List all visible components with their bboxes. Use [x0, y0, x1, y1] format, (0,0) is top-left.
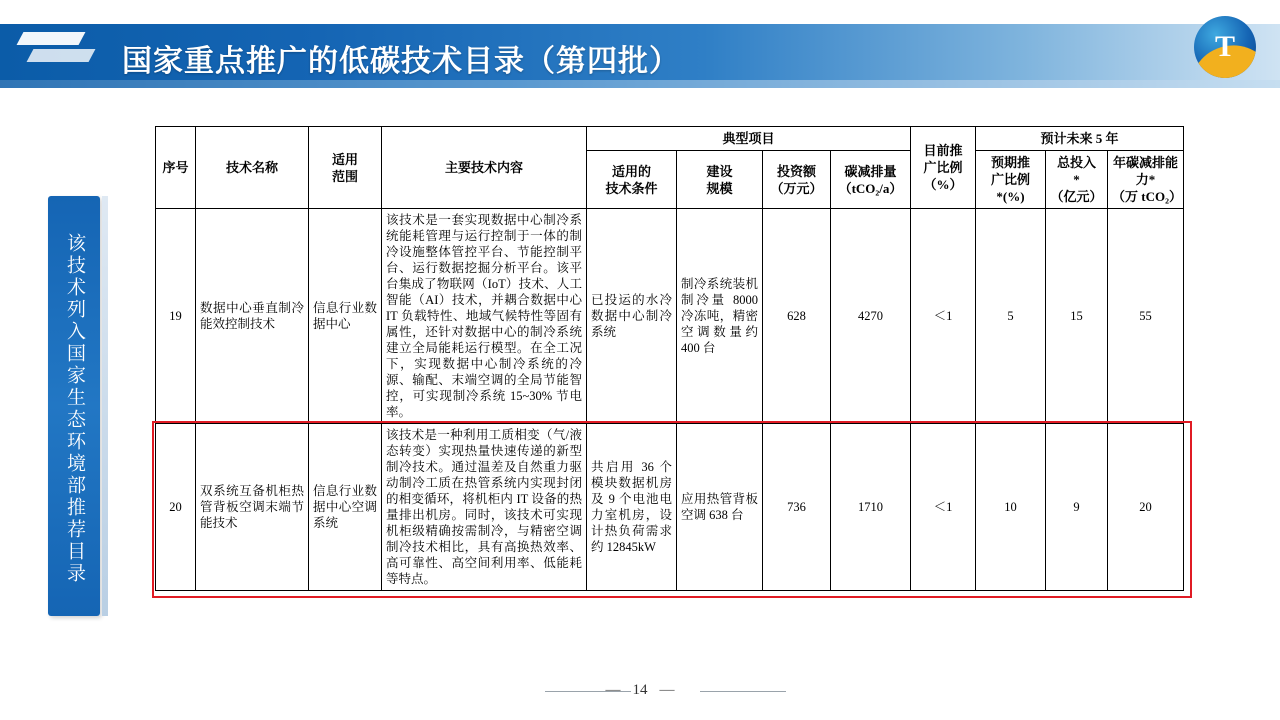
header-main-content: 主要技术内容	[382, 127, 587, 209]
cell-index: 19	[156, 209, 196, 424]
header-condition-line1: 适用的	[611, 163, 651, 179]
header-annual-capacity-line3: （万 tCO₂）	[1112, 189, 1182, 204]
cell-scope: 信息行业数据中心空调系统	[309, 424, 382, 591]
header-annual-capacity-line1: 年碳减排能	[1113, 155, 1179, 170]
cell-scale: 制冷系统装机制冷量 8000 冷冻吨，精密空调数量约 400 台	[677, 209, 763, 424]
cell-scope: 信息行业数据中心	[309, 209, 382, 424]
cell-investment: 736	[763, 424, 831, 591]
header-expected-ratio-line1: 预期推	[991, 155, 1031, 170]
header-current-ratio-line3: （%）	[923, 177, 963, 192]
header-scope-line1: 适用	[331, 151, 358, 167]
header-total-investment-line2: *	[1073, 172, 1080, 187]
header-annual-capacity	[1108, 151, 1184, 209]
organization-logo-icon	[1194, 16, 1256, 78]
header-current-ratio-line2: 广比例	[923, 160, 963, 175]
cell-main-content: 该技术是一种利用工质相变（气/液态转变）实现热量快速传递的新型制冷技术。通过温差及自然重力驱动制冷工质在热管系统内实现封闭的相变循环，将机柜内 IT 设备的热量排出机房。同时，该技术可实现机柜级精确按需制冷，与精密空调制冷技术相比，具有高换热效率、高可靠性、高空间利用率、低能耗等特点。	[382, 424, 587, 591]
cell-current-ratio: ＜1	[911, 209, 976, 424]
header-total-investment-line1: 总投入	[1057, 155, 1097, 170]
cell-total-investment: 15	[1046, 209, 1108, 424]
logo-letter: T	[1214, 30, 1235, 63]
header-investment-line1: 投资额	[776, 163, 816, 179]
header-investment	[763, 151, 831, 209]
header-scale-line1: 建设	[706, 163, 733, 179]
side-tab-label: 该技术列入国家生态环境部推荐目录	[64, 233, 85, 585]
header-total-investment-line3: （亿元）	[1050, 189, 1103, 204]
side-tab-banner	[48, 196, 100, 616]
header-total-investment	[1046, 151, 1108, 209]
page-number: 14	[632, 682, 648, 698]
header-tech-name: 技术名称	[196, 127, 309, 209]
side-tab-edge	[102, 196, 108, 616]
page-footer	[0, 682, 1280, 699]
cell-tech-name: 双系统互备机柜热管背板空调末端节能技术	[196, 424, 309, 591]
cell-condition: 共启用 36 个模块数据机房及 9 个电池电力室机房，设计热负荷需求约 12845kW	[587, 424, 677, 591]
header-annual-capacity-line2: 力*	[1135, 172, 1156, 187]
cell-expected-ratio: 5	[976, 209, 1046, 424]
table-header-row-1	[156, 127, 1184, 151]
header-current-ratio-line1: 目前推	[923, 143, 963, 158]
cell-index: 20	[156, 424, 196, 591]
footer-dash-right: —	[659, 682, 675, 698]
header-group-typical-project: 典型项目	[587, 127, 911, 151]
cell-condition: 已投运的水冷数据中心制冷系统	[587, 209, 677, 424]
cell-investment: 628	[763, 209, 831, 424]
table-row	[156, 209, 1184, 424]
cell-tech-name: 数据中心垂直制冷能效控制技术	[196, 209, 309, 424]
page-title: 国家重点推广的低碳技术目录（第四批）	[122, 45, 680, 78]
header-index	[156, 127, 196, 209]
technology-catalog-table	[155, 126, 1183, 591]
header-chevron-icon	[20, 30, 98, 76]
header-condition	[587, 151, 677, 209]
table-row	[156, 424, 1184, 591]
cell-carbon-reduction: 4270	[831, 209, 911, 424]
footer-dash-left: —	[605, 682, 621, 698]
header-scope-line2: 范围	[331, 168, 358, 184]
header-scope	[309, 127, 382, 209]
cell-annual-capacity: 20	[1108, 424, 1184, 591]
cell-carbon-reduction: 1710	[831, 424, 911, 591]
header-condition-line2: 技术条件	[605, 180, 658, 196]
header-carbon-reduction	[831, 151, 911, 209]
header-group-future-5y: 预计未来 5 年	[976, 127, 1184, 151]
cell-current-ratio: ＜1	[911, 424, 976, 591]
header-carbon-line1: 碳减排量	[844, 163, 897, 179]
cell-annual-capacity: 55	[1108, 209, 1184, 424]
header-expected-ratio	[976, 151, 1046, 209]
cell-main-content: 该技术是一套实现数据中心制冷系统能耗管理与运行控制于一体的制冷设施整体管控平台、节能控制平台、运行数据挖掘分析平台。该平台集成了物联网（IoT）技术、人工智能（AI）技术，并耦合数据中心 IT 负载特性、地域气候特性等固有属性，还针对数据中心的制冷系统建立全局能耗运行模型。在全工况下，实现数据中心制冷系统的冷源、输配、末端空调的全局节能智控，可实现制冷系统 15~30% 节电率。	[382, 209, 587, 424]
header-expected-ratio-line3: *(%)	[996, 189, 1025, 204]
header-band-underline	[0, 80, 1280, 88]
header-scale	[677, 151, 763, 209]
header-investment-line2: （万元）	[770, 180, 823, 196]
header-expected-ratio-line2: 广比例	[991, 172, 1031, 187]
cell-expected-ratio: 10	[976, 424, 1046, 591]
header-scale-line2: 规模	[706, 180, 733, 196]
header-index-text: 序号	[162, 160, 189, 175]
header-current-ratio	[911, 127, 976, 209]
page-header	[0, 0, 1280, 96]
cell-scale: 应用热管背板空调 638 台	[677, 424, 763, 591]
cell-total-investment: 9	[1046, 424, 1108, 591]
header-carbon-line2: （tCO₂/a）	[838, 180, 903, 196]
